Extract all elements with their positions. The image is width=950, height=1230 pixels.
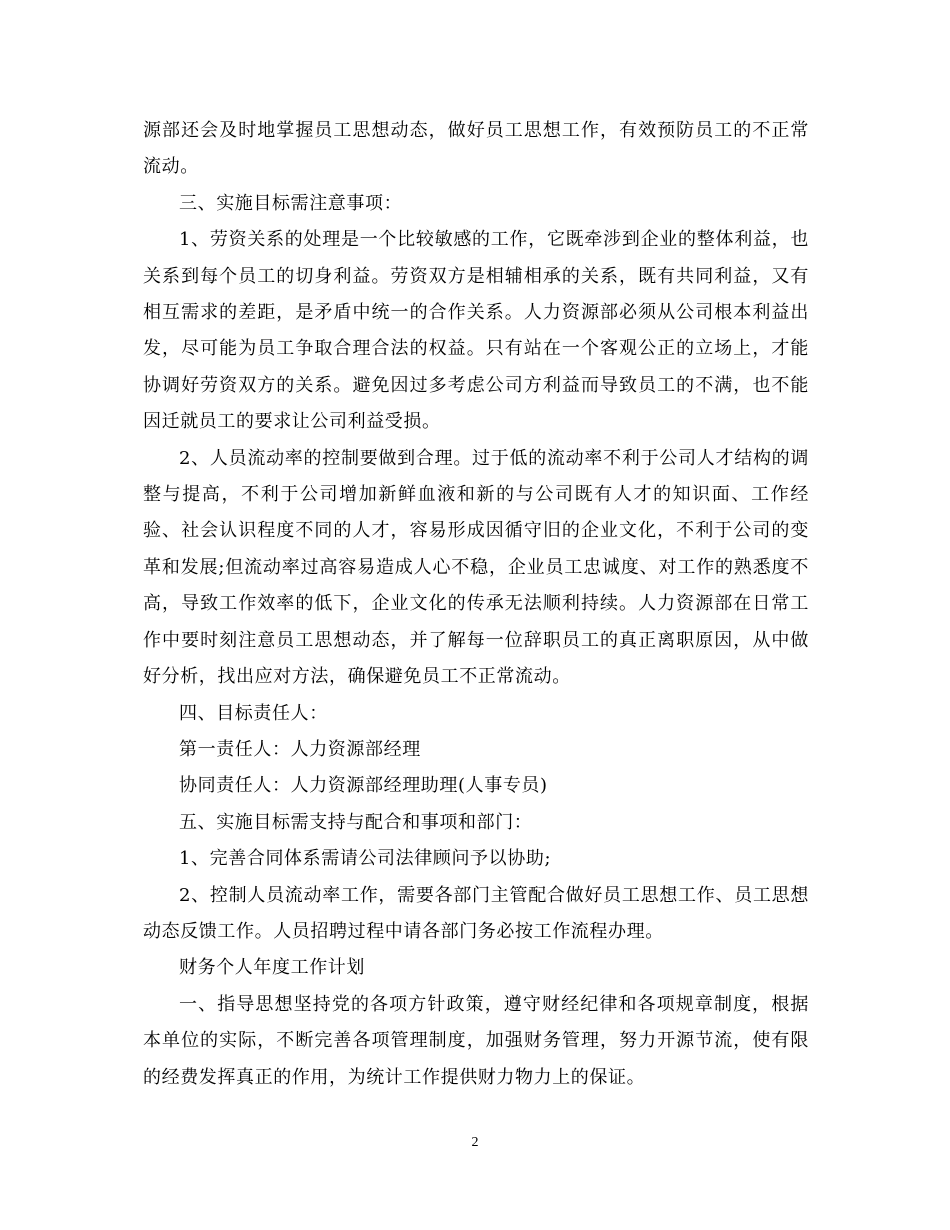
paragraph-turnover-control: 2、控制人员流动率工作，需要各部门主管配合做好员工思想工作、员工思想动态反馈工作。人员招聘过程中请各部门务必按工作流程办理。	[143, 884, 809, 942]
paragraph-labor-relations: 1、劳资关系的处理是一个比较敏感的工作，它既牵涉到企业的整体利益，也关系到每个员工的切身利益。劳资双方是相辅相承的关系，既有共同利益，又有相互需求的差距，是矛盾中统一的合作关系。人力资源部必须从公司根本利益出发，尽可能为员工争取合理合法的权益。只有站在一个客观公正的立场上，才能协调好劳资双方的关系。避免因过多考虑公司方利益而导致员工的不满，也不能因迁就员工的要求让公司利益受损。	[143, 229, 809, 433]
document-body	[143, 113, 809, 1096]
paragraph-primary-responsible: 第一责任人：人力资源部经理	[179, 738, 421, 760]
paragraph-turnover-rate: 2、人员流动率的控制要做到合理。过于低的流动率不利于公司人才结构的调整与提高，不利于公司增加新鲜血液和新的与公司既有人才的知识面、工作经验、社会认识程度不同的人才，容易形成因循守旧的企业文化，不利于公司的变革和发展;但流动率过高容易造成人心不稳，企业员工忠诚度、对工作的熟悉度不高，导致工作效率的低下，企业文化的传承无法顺利持续。人力资源部在日常工作中要时刻注意员工思想动态，并了解每一位辞职员工的真正离职原因，从中做好分析，找出应对方法，确保避免员工不正常流动。	[143, 447, 809, 688]
paragraph-co-responsible: 协同责任人：人力资源部经理助理(人事专员)	[179, 775, 548, 797]
page-number: 2	[471, 1135, 479, 1150]
title-finance-plan: 财务个人年度工作计划	[179, 957, 365, 979]
paragraph-guiding-ideology: 一、指导思想坚持党的各项方针政策，遵守财经纪律和各项规章制度，根据本单位的实际，不断完善各项管理制度，加强财务管理，努力开源节流，使有限的经费发挥真正的作用，为统计工作提供财力物力上的保证。	[143, 993, 809, 1088]
section-heading-5: 五、实施目标需支持与配合和事项和部门：	[179, 811, 533, 833]
paragraph-continuation: 源部还会及时地掌握员工思想动态，做好员工思想工作，有效预防员工的不正常流动。	[143, 120, 809, 178]
section-heading-4: 四、目标责任人：	[179, 702, 328, 724]
paragraph-contract-system: 1、完善合同体系需请公司法律顾问予以协助;	[179, 848, 552, 870]
section-heading-3: 三、实施目标需注意事项：	[179, 192, 403, 214]
